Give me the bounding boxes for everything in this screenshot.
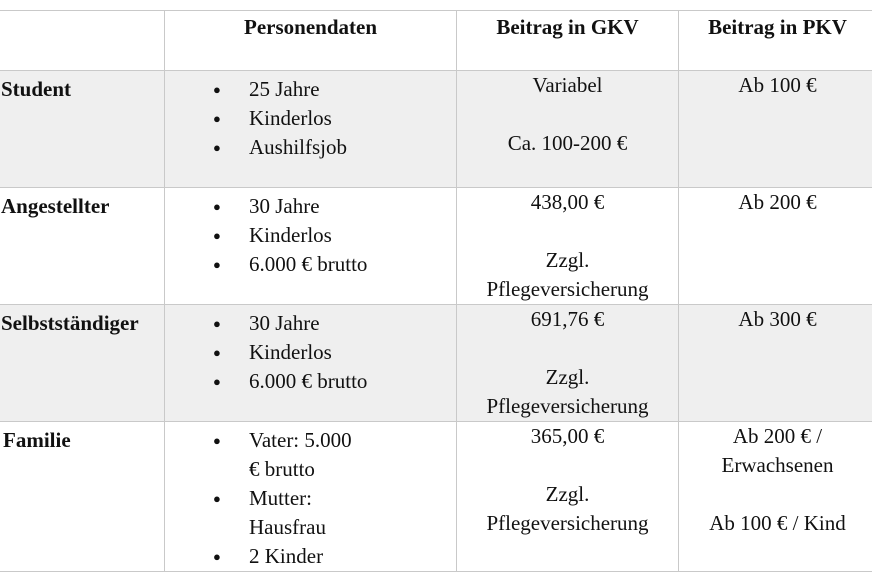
gkv-value: 438,00 €	[457, 188, 678, 217]
category-familie: Familie	[0, 422, 165, 572]
gkv-value: 365,00 €	[457, 422, 678, 451]
person-data-cell	[165, 71, 457, 188]
table-row	[0, 188, 872, 305]
insurance-comparison-table	[0, 10, 872, 572]
person-data-list	[165, 192, 456, 279]
list-item: ● Kinderlos	[213, 338, 456, 367]
gkv-note: Zzgl.	[457, 480, 678, 509]
person-data-cell	[165, 422, 457, 572]
pkv-value: Ab 300 €	[679, 305, 872, 334]
list-item: ● Kinderlos	[213, 221, 456, 250]
list-item: ● 30 Jahre	[213, 192, 456, 221]
list-item: ● 25 Jahre	[213, 75, 456, 104]
gkv-note-2: Pflegeversicherung	[457, 275, 678, 304]
list-item: ● Kinderlos	[213, 104, 456, 133]
header-personendaten: Personendaten	[165, 11, 457, 71]
gkv-value: Variabel	[457, 71, 678, 100]
person-data-list	[165, 75, 456, 162]
pkv-cell	[679, 305, 872, 422]
pkv-value: Ab 100 €	[679, 71, 872, 100]
pkv-value: Ab 200 € /	[679, 422, 872, 451]
person-data-list	[165, 309, 456, 396]
gkv-cell	[457, 188, 679, 305]
pkv-cell	[679, 422, 872, 572]
gkv-note: Zzgl.	[457, 246, 678, 275]
table-row	[0, 71, 872, 188]
person-data-cell	[165, 305, 457, 422]
pkv-cell	[679, 71, 872, 188]
list-item: ● Vater: 5.000 € brutto	[213, 426, 366, 484]
gkv-cell	[457, 71, 679, 188]
table-row	[0, 305, 872, 422]
gkv-note: Ca. 100-200 €	[457, 129, 678, 158]
person-data-list	[165, 426, 456, 571]
category-student: Student	[0, 71, 165, 188]
list-item: ● Mutter: Hausfrau	[213, 484, 366, 542]
list-item: ● 30 Jahre	[213, 309, 456, 338]
pkv-value-3: Ab 100 € / Kind	[679, 509, 872, 538]
list-item: ● Aushilfsjob	[213, 133, 456, 162]
gkv-cell	[457, 305, 679, 422]
table-row	[0, 422, 872, 572]
gkv-note-2: Pflegeversicherung	[457, 392, 678, 421]
pkv-value-2: Erwachsenen	[679, 451, 872, 480]
list-item: ● 6.000 € brutto	[213, 367, 456, 396]
header-gkv: Beitrag in GKV	[457, 11, 679, 71]
list-item: ● 2 Kinder	[213, 542, 366, 571]
header-row	[0, 11, 872, 71]
pkv-cell	[679, 188, 872, 305]
gkv-note: Zzgl.	[457, 363, 678, 392]
list-item: ● 6.000 € brutto	[213, 250, 456, 279]
gkv-value: 691,76 €	[457, 305, 678, 334]
pkv-value: Ab 200 €	[679, 188, 872, 217]
header-empty	[0, 11, 165, 71]
gkv-cell	[457, 422, 679, 572]
person-data-cell	[165, 188, 457, 305]
gkv-note-2: Pflegeversicherung	[457, 509, 678, 538]
category-selbststaendiger: Selbstständiger	[0, 305, 165, 422]
header-pkv: Beitrag in PKV	[679, 11, 872, 71]
category-angestellter: Angestellter	[0, 188, 165, 305]
